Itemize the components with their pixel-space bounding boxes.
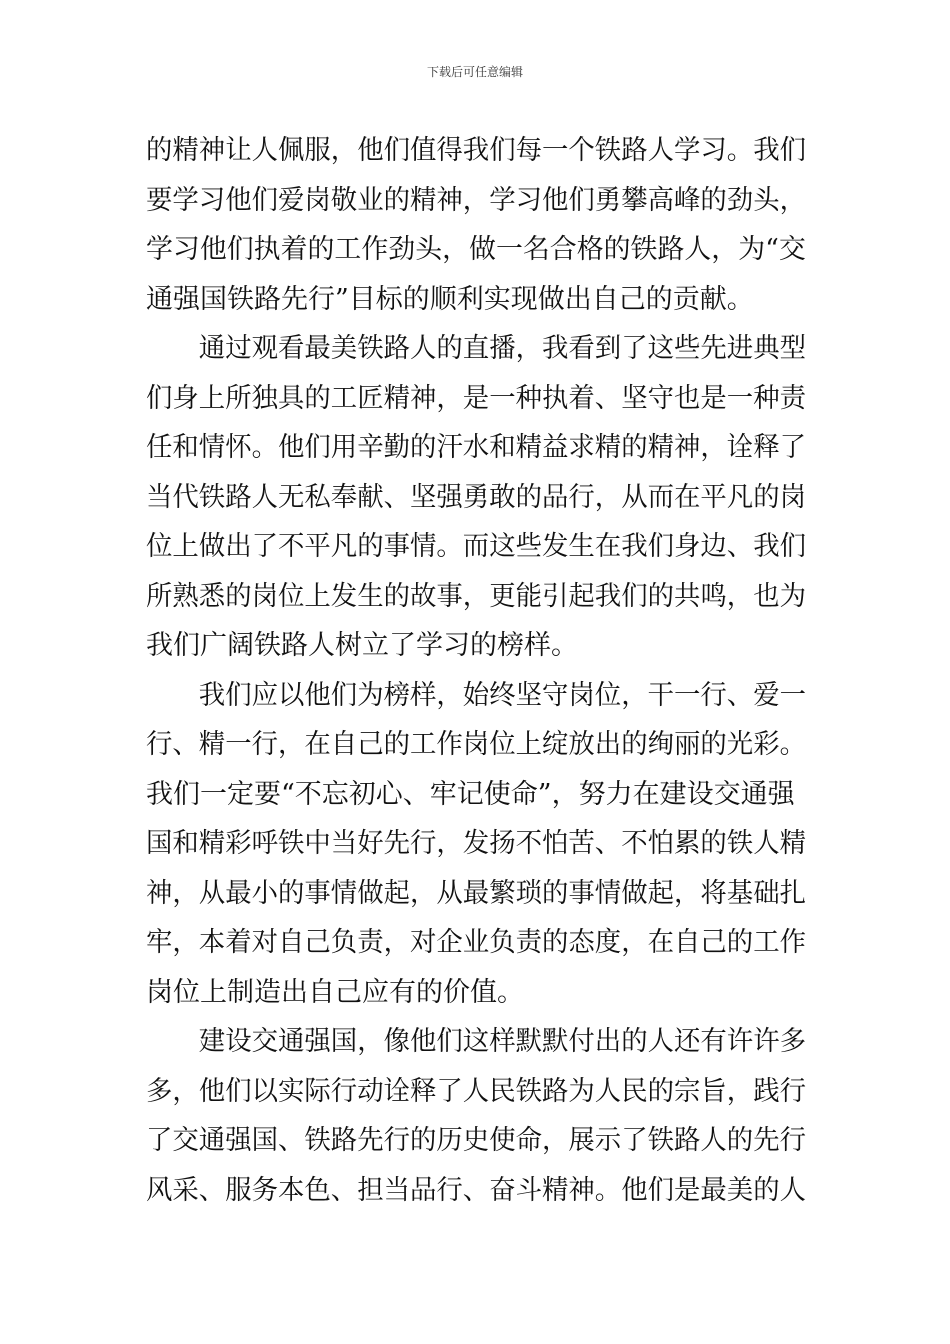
text-line: 行、精一行，在自己的工作岗位上绽放出的绚丽的光彩。 (146, 729, 807, 760)
text-line: 岗位上制造出自己应有的价值。 (146, 976, 524, 1008)
text-line: 国和精彩呼铁中当好先行，发扬不怕苦、不怕累的铁人精 (146, 828, 807, 859)
text-line: 任和情怀。他们用辛勤的汗水和精益求精的精神，诠释了 (146, 432, 807, 463)
paragraph-first-line: 通过观看最美铁路人的直播，我看到了这些先进典型 (198, 333, 807, 364)
text-line: 学习他们执着的工作劲头，做一名合格的铁路人，为“交 (146, 234, 806, 265)
text-line: 多，他们以实际行动诠释了人民铁路为人民的宗旨，践行 (146, 1075, 807, 1107)
paragraph-first-line: 建设交通强国，像他们这样默默付出的人还有许许多 (198, 1026, 807, 1057)
text-line: 要学习他们爱岗敬业的精神，学习他们勇攀高峰的劲头， (146, 184, 807, 216)
text-line: 神，从最小的事情做起，从最繁琐的事情做起，将基础扎 (146, 877, 807, 909)
text-line: 我们广阔铁路人树立了学习的榜样。 (146, 630, 578, 661)
paragraph-first-line: 我们应以他们为榜样，始终坚守岗位，干一行、爱一 (198, 679, 807, 711)
text-line: 位上做出了不平凡的事情。而这些发生在我们身边、我们 (146, 531, 807, 562)
text-line: 通强国铁路先行”目标的顺利实现做出自己的贡献。 (146, 283, 754, 315)
text-line: 们身上所独具的工匠精神，是一种执着、坚守也是一种责 (146, 382, 807, 414)
text-line: 牢，本着对自己负责，对企业负责的态度，在自己的工作 (146, 927, 807, 958)
body-text (146, 126, 806, 1215)
text-line: 风采、服务本色、担当品行、奋斗精神。他们是最美的人 (146, 1174, 807, 1206)
text-line: 所熟悉的岗位上发生的故事，更能引起我们的共鸣，也为 (146, 580, 807, 612)
text-line: 我们一定要“不忘初心、牢记使命”，努力在建设交通强 (146, 778, 795, 810)
text-line: 的精神让人佩服，他们值得我们每一个铁路人学习。我们 (146, 135, 807, 166)
text-line: 了交通强国、铁路先行的历史使命，展示了铁路人的先行 (146, 1125, 807, 1156)
text-line: 当代铁路人无私奉献、坚强勇敢的品行，从而在平凡的岗 (146, 481, 807, 513)
page-header: 下载后可任意编辑 (426, 65, 523, 79)
